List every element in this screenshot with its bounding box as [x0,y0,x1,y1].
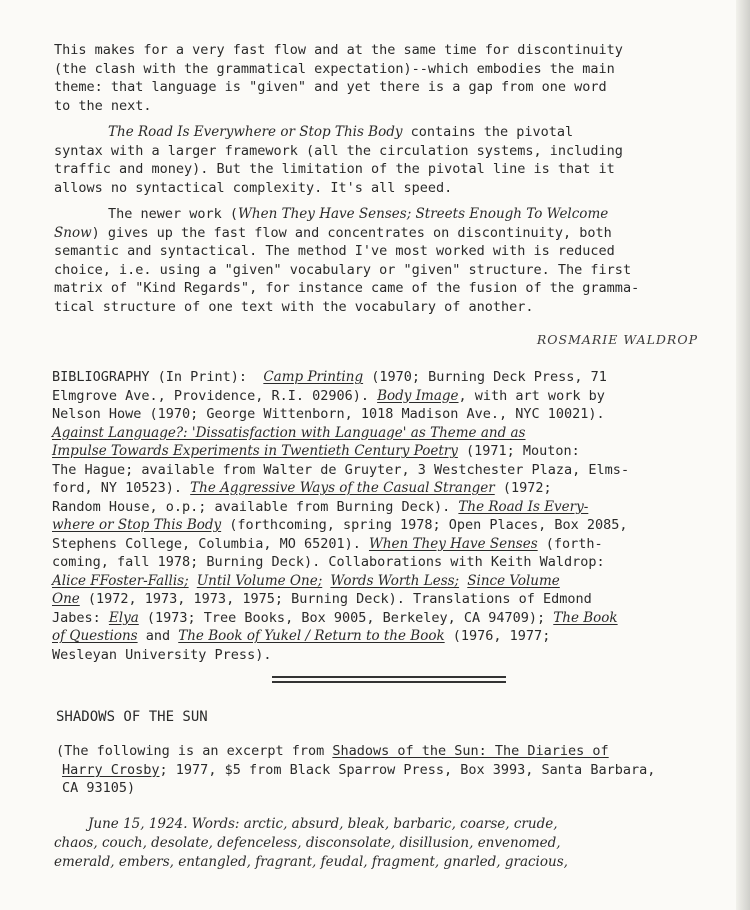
text-line: semantic and syntactical. The method I've most worked with is reduced [54,243,615,259]
text-line: Random House, o.p.; available from Burning Deck). The Road Is Every- [52,498,589,515]
text-line: chaos, couch, desolate, defenceless, disconsolate, disillusion, envenomed, [54,835,561,851]
text-line: The newer work (When They Have Senses; Streets Enough To Welcome [108,206,609,222]
text-line: Jabes: Elya (1973; Tree Books, Box 9005, Berkeley, CA 94709); The Book [52,609,618,626]
section-shadows-of-the-sun [56,708,706,726]
text-line: syntax with a larger framework (all the circulation systems, including [54,142,623,159]
text-line: traffic and money). But the limitation of the pivotal line is that it [54,161,615,177]
paragraph-intro [54,41,704,115]
text-line: Impulse Towards Experiments in Twentieth Century Poetry (1971; Mouton: [52,443,580,459]
book-title: Snow [54,224,92,241]
page-edge-shadow [736,0,750,910]
author-signature: ROSMARIE WALDROP [536,332,698,347]
paragraph-newer-work [54,205,704,316]
text-line: to the next. [54,97,152,114]
text-line: of Questions and The Book of Yukel / Return to the Book (1976, 1977; [52,628,551,644]
text-line: Nelson Howe (1970; George Wittenborn, 1018 Madison Ave., NYC 10021). [52,406,605,422]
text-line: choice, i.e. using a "given" vocabulary or "given" structure. The first [54,261,632,278]
bibliography [52,368,702,664]
text-line: Stephens College, Columbia, MO 65201). When They Have Senses (forth- [52,535,603,552]
text-line: tical structure of one text with the vocabulary of another. [54,298,534,315]
text-line: ford, NY 10523). The Aggressive Ways of the Casual Stranger (1972; [52,480,552,496]
text-line: CA 93105) [62,780,136,796]
paragraph-road [54,123,704,197]
text-line: allows no syntactical complexity. It's all speed. [54,179,453,196]
text-line: where or Stop This Body (forthcoming, spring 1978; Open Places, Box 2085, [52,517,628,533]
bibliography-label: BIBLIOGRAPHY (In Print): [52,369,248,385]
text-line: June 15, 1924. Words: arctic, absurd, bleak, barbaric, coarse, crude, [88,816,558,832]
text-line: The Hague; available from Walter de Gruyter, 3 Westchester Plaza, Elms- [52,461,630,478]
text-line: Harry Crosby; 1977, $5 from Black Sparrow Press, Box 3993, Santa Barbara, [62,761,656,778]
section-heading: SHADOWS OF THE SUN [56,709,208,725]
text-line: BIBLIOGRAPHY (In Print): Camp Printing (1970; Burning Deck Press, 71 [52,369,607,385]
book-title: The Road Is Everywhere or Stop This Body [108,124,403,140]
text-line: matrix of "Kind Regards", for instance came of the fusion of the gramma- [54,280,640,296]
text-line: Wesleyan University Press). [52,646,272,663]
text-line: Alice FFoster-Fallis; Until Volume One; Words Worth Less; Since Volume [52,572,560,589]
journal-excerpt [54,815,704,872]
text-line: The Road Is Everywhere or Stop This Body contains the pivotal [108,124,574,140]
excerpt-intro [56,742,706,798]
book-title: When They Have Senses; Streets Enough To Welcome [238,206,609,222]
text-line: This makes for a very fast flow and at the same time for discontinuity [54,42,623,58]
text-line: (the clash with the grammatical expectation)--which embodies the main [54,60,615,77]
text-line: coming, fall 1978; Burning Deck). Collaborations with Keith Waldrop: [52,554,605,570]
text-line: Against Language?: 'Dissatisfaction with Language' as Theme and as [52,424,526,441]
divider-rule-top [272,676,506,678]
text-line: (The following is an excerpt from Shadows of the Sun: The Diaries of [56,743,609,759]
text-line: emerald, embers, entangled, fragrant, feudal, fragment, gnarled, gracious, [54,854,568,870]
text-line: One (1972, 1973, 1973, 1975; Burning Deck). Translations of Edmond [52,591,592,607]
text-line: Snow) gives up the fast flow and concentrates on discontinuity, both [54,224,612,241]
text-line: Elmgrove Ave., Providence, R.I. 02906). Body Image, with art work by [52,387,605,404]
text-line: theme: that language is "given" and yet there is a gap from one word [54,79,607,95]
divider-rule-bottom [272,681,506,683]
